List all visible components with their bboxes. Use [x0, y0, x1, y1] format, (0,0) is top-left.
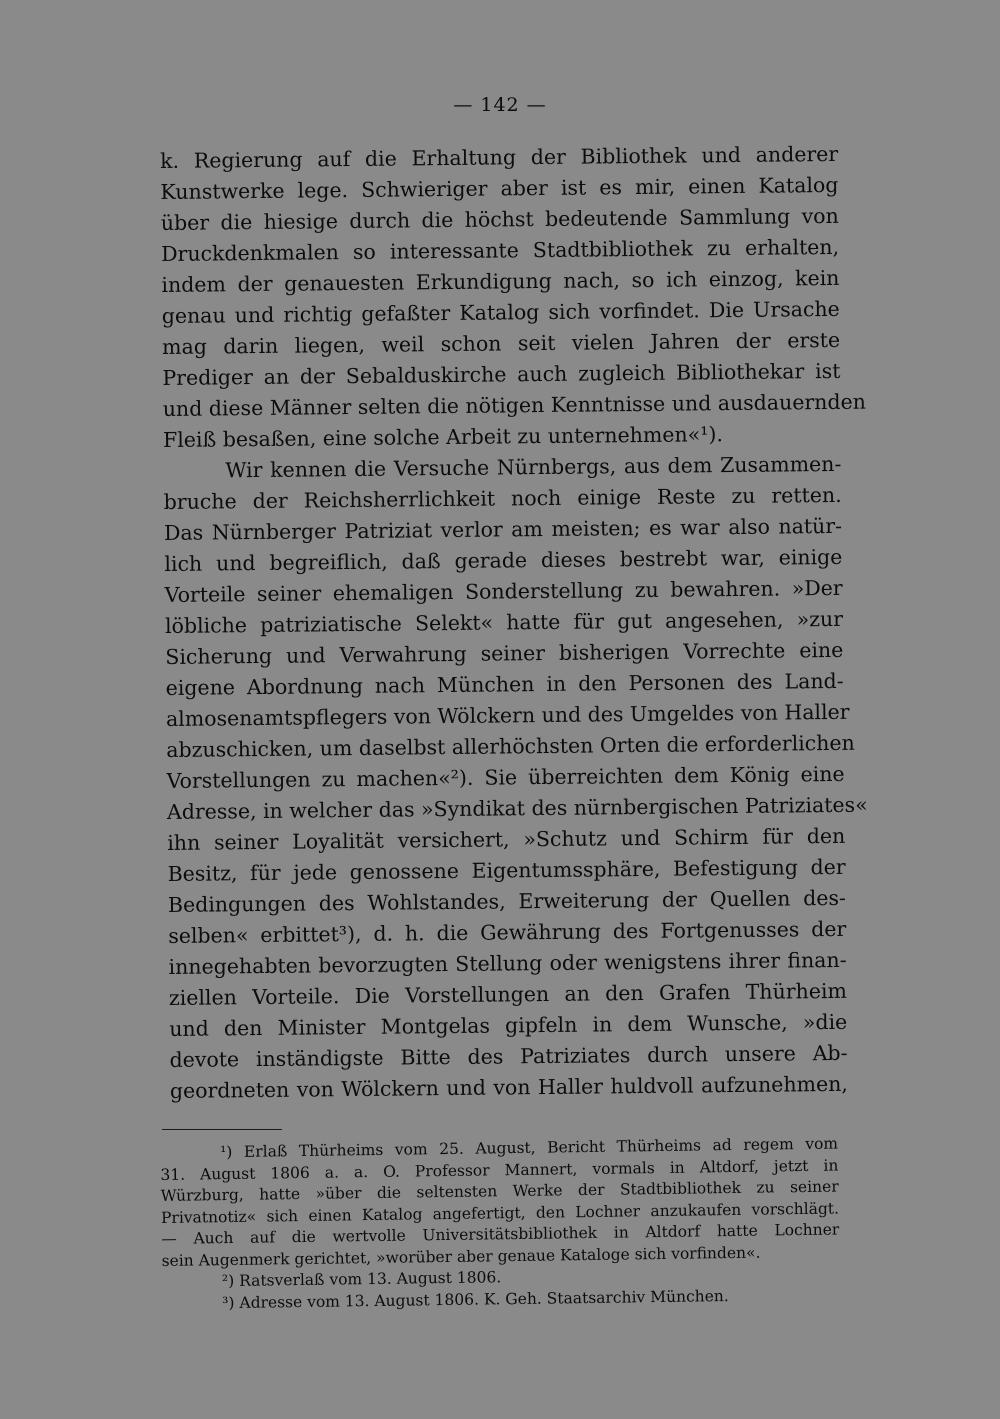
text-line: k. Regierung auf die Erhaltung der Bibliothek und anderer: [160, 141, 839, 173]
text-line: devote inständigste Bitte des Patriziates durch unsere Ab-: [169, 1040, 848, 1072]
text-line: Das Nürnberger Patriziat verlor am meisten; es war also natür-: [163, 513, 843, 545]
footnote-line: 31. August 1806 a. a. O. Professor Mannert, vormals in Altdorf, jetzt in: [160, 1156, 839, 1184]
text-line: löbliche patriziatische Selekt« hatte für gut angesehen, »zur: [164, 606, 844, 638]
footnote-line: Privatnotiz« sich einen Katalog angefertigt, den Lochner anzukaufen vorschlägt.: [160, 1199, 840, 1227]
footnote-line: Würzburg, hatte »über die seltensten Werke der Stadtbibliothek zu seiner: [160, 1177, 839, 1205]
text-line: Prediger an der Sebalduskirche auch zugleich Bibliothekar ist: [162, 358, 841, 390]
footnote-separator: [162, 1129, 282, 1130]
text-line: Vorstellungen zu machen«²). Sie überreichten dem König eine: [166, 761, 845, 793]
footnotes: [160, 1134, 840, 1315]
footnote-line: ³) Adresse vom 13. August 1806. K. Geh. Staatsarchiv München.: [222, 1286, 729, 1312]
footnote-line: sein Augenmerk gerichtet, »worüber aber genaue Kataloge sich vorfinden«.: [161, 1243, 761, 1270]
text-line: Wir kennen die Versuche Nürnbergs, aus dem Zusammen-: [225, 451, 842, 483]
text-line: lich und begreiflich, daß gerade dieses bestrebt war, einige: [164, 544, 843, 576]
text-line: geordneten von Wölckern und von Haller huldvoll aufzunehmen,: [169, 1071, 848, 1103]
footnote-line: — Auch auf die wertvolle Universitätsbibliothek in Altdorf hatte Lochner: [161, 1220, 840, 1248]
text-line: Adresse, in welcher das »Syndikat des nürnbergischen Patriziates«: [166, 792, 868, 824]
text-line: almosenamtspflegers von Wölckern und des Umgeldes von Haller: [165, 699, 850, 731]
text-line: innegehabten bevorzugten Stellung oder wenigstens ihrer finan-: [168, 947, 847, 979]
text-line: Besitz, für jede genossene Eigentumssphäre, Befestigung der: [167, 854, 846, 886]
text-line: über die hiesige durch die höchst bedeutende Sammlung von: [160, 203, 839, 235]
text-line: eigene Abordnung nach München in den Personen des Land-: [165, 668, 844, 700]
text-line: Sicherung und Verwahrung seiner bisherigen Vorrechte eine: [165, 637, 844, 669]
text-line: bruche der Reichsherrlichkeit noch einige Reste zu retten.: [163, 482, 842, 514]
text-line: selben« erbittet³), d. h. die Gewährung des Fortgenusses der: [168, 916, 847, 948]
footnote-line: ²) Ratsverlaß vom 13. August 1806.: [221, 1268, 502, 1291]
body-text: [160, 139, 868, 1107]
text-line: indem der genauesten Erkundigung nach, so ich einzog, kein: [161, 265, 840, 297]
footnote-line: ¹) Erlaß Thürheims vom 25. August, Bericht Thürheims ad regem vom: [220, 1134, 839, 1162]
text-line: genau und richtig gefaßter Katalog sich vorfindet. Die Ursache: [161, 296, 840, 328]
text-line: und den Minister Montgelas gipfeln in dem Wunsche, »die: [169, 1009, 848, 1041]
text-line: ziellen Vorteile. Die Vorstellungen an den Grafen Thürheim: [168, 978, 848, 1010]
text-line: Vorteile seiner ehemaligen Sonderstellung zu bewahren. »Der: [164, 575, 843, 607]
text-line: Fleiß besaßen, eine solche Arbeit zu unternehmen«¹).: [162, 422, 724, 452]
text-line: ihn seiner Loyalität versichert, »Schutz und Schirm für den: [167, 823, 846, 855]
page-number: — 142 —: [453, 94, 547, 116]
text-line: mag darin liegen, weil schon seit vielen Jahren der erste: [161, 327, 841, 359]
text-line: und diese Männer selten die nötigen Kenntnisse und ausdauernden: [162, 389, 866, 421]
text-line: Bedingungen des Wohlstandes, Erweiterung der Quellen des-: [167, 885, 847, 917]
text-line: Druckdenkmalen so interessante Stadtbibliothek zu erhalten,: [161, 234, 840, 266]
text-line: abzuschicken, um daselbst allerhöchsten Orten die erforderlichen: [166, 730, 855, 762]
text-line: Kunstwerke lege. Schwieriger aber ist es mir, einen Katalog: [160, 172, 839, 204]
